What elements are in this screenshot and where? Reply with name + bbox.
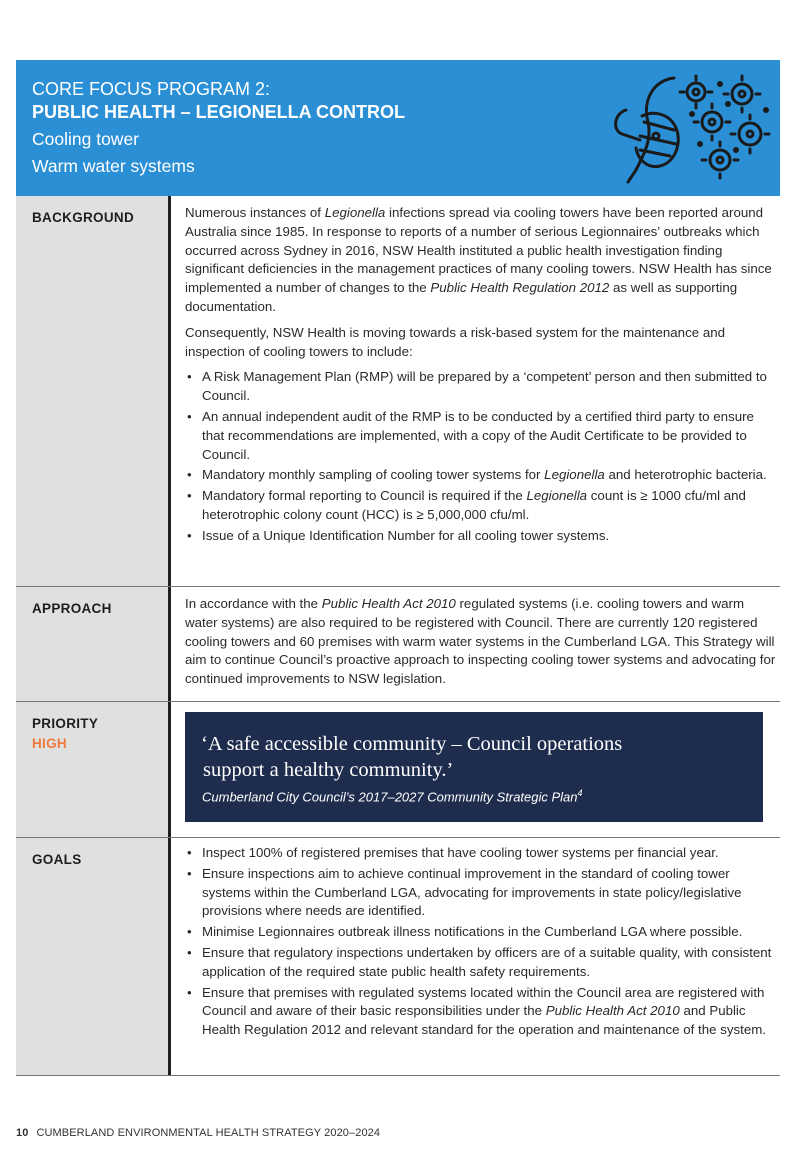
page-footer bbox=[16, 1127, 380, 1139]
background-list bbox=[185, 368, 776, 545]
document-title: CUMBERLAND ENVIRONMENTAL HEALTH STRATEGY 2020–2024 bbox=[36, 1127, 381, 1139]
quote-source: Cumberland City Council’s 2017–2027 Community Strategic Plan$^4$ bbox=[202, 788, 583, 805]
list-item: • Mandatory monthly sampling of cooling tower systems for Legionella and heterotrophic bacteria. bbox=[185, 466, 776, 485]
list-item: • A Risk Management Plan (RMP) will be prepared by a ‘competent’ person and then submitted to Council. bbox=[185, 368, 776, 406]
list-item: • Mandatory formal reporting to Council is required if the Legionella count is ≥ 1000 cfu/ml and heterotrophic colony count (HCC) is ≥ 5,000,000 cfu/ml. bbox=[185, 487, 776, 525]
program-subtitle-warm-water: Warm water systems bbox=[32, 156, 195, 176]
program-header bbox=[16, 60, 780, 196]
approach-paragraph: In accordance with the Public Health Act 2010 regulated systems (i.e. cooling towers and warm water systems) are also required to be registered with Council. There are currently 120 registered cooling towers and 60 premises with warm water systems in the Cumberland LGA. This Strategy will aim to continue Council’s proactive approach to inspecting cooling tower systems and advocating for continued improvements to NSW legislation. bbox=[185, 596, 776, 687]
priority-level: HIGH bbox=[32, 736, 67, 751]
background-section bbox=[16, 196, 780, 587]
goals-section bbox=[16, 838, 780, 1076]
section-label-approach: APPROACH bbox=[32, 601, 112, 616]
label-column bbox=[16, 838, 168, 1075]
list-item: • Issue of a Unique Identification Number for all cooling tower systems. bbox=[185, 527, 776, 546]
label-column bbox=[16, 196, 168, 586]
page-number: 10 bbox=[16, 1127, 29, 1139]
list-item: • Inspect 100% of registered premises that have cooling tower systems per financial year. bbox=[185, 844, 776, 863]
program-subtitle-cooling: Cooling tower bbox=[32, 129, 139, 149]
background-content bbox=[185, 204, 776, 548]
list-item: • Ensure that premises with regulated systems located within the Council area are registered with Council and aware of their basic responsibilities under the Public Health Act 2010 and Public Health Regulation 2012 and relevant standard for the operation and maintenance of the system. bbox=[185, 984, 776, 1040]
section-label-priority: PRIORITY bbox=[32, 716, 99, 731]
background-paragraph-1: Numerous instances of Legionella infections spread via cooling towers have been reported around Australia since 1985. In response to reports of a number of serious Legionnaires’ outbreaks which occurred across Sydney in 2016, NSW Health instituted a public health investigation finding significant deficiencies in the management practices of many cooling towers. NSW Health has since implemented a number of changes to the Public Health Regulation 2012 as well as supporting documentation. bbox=[185, 205, 772, 314]
column-divider bbox=[168, 196, 171, 586]
column-divider bbox=[168, 702, 171, 837]
list-item: • Minimise Legionnaires outbreak illness notifications in the Cumberland LGA where possible. bbox=[185, 923, 776, 942]
approach-section bbox=[16, 587, 780, 702]
background-paragraph-2: Consequently, NSW Health is moving towards a risk-based system for the maintenance and inspection of cooling towers to include: bbox=[185, 324, 726, 359]
section-label-background: BACKGROUND bbox=[32, 210, 134, 225]
list-item: • An annual independent audit of the RMP is to be conducted by a certified third party to ensure that recommendations are implemented, with a copy of the Audit Certificate to be provided to Council. bbox=[185, 408, 776, 464]
list-item: • Ensure that regulatory inspections undertaken by officers are of a suitable quality, with consistent application of the required state public health safety requirements. bbox=[185, 944, 776, 982]
program-number: CORE FOCUS PROGRAM 2: bbox=[32, 79, 271, 99]
program-title: PUBLIC HEALTH – LEGIONELLA CONTROL bbox=[32, 102, 405, 122]
strategic-plan-quote bbox=[185, 712, 763, 822]
list-item: • Ensure inspections aim to achieve continual improvement in the standard of cooling tower systems within the Cumberland LGA, advocating for improvements in state policy/legislative provisions where needs are identified. bbox=[185, 865, 776, 921]
footnote-marker: 4 bbox=[577, 788, 583, 798]
column-divider bbox=[168, 587, 171, 701]
approach-content bbox=[185, 595, 776, 696]
face-mask-bacteria-icon bbox=[596, 70, 776, 188]
column-divider bbox=[168, 838, 171, 1075]
priority-section bbox=[16, 702, 780, 838]
quote-text: ‘A safe accessible community – Council operations support a healthy community.’ bbox=[201, 733, 623, 781]
section-label-goals: GOALS bbox=[32, 852, 82, 867]
goals-list bbox=[185, 844, 776, 1040]
goals-content bbox=[185, 844, 776, 1042]
